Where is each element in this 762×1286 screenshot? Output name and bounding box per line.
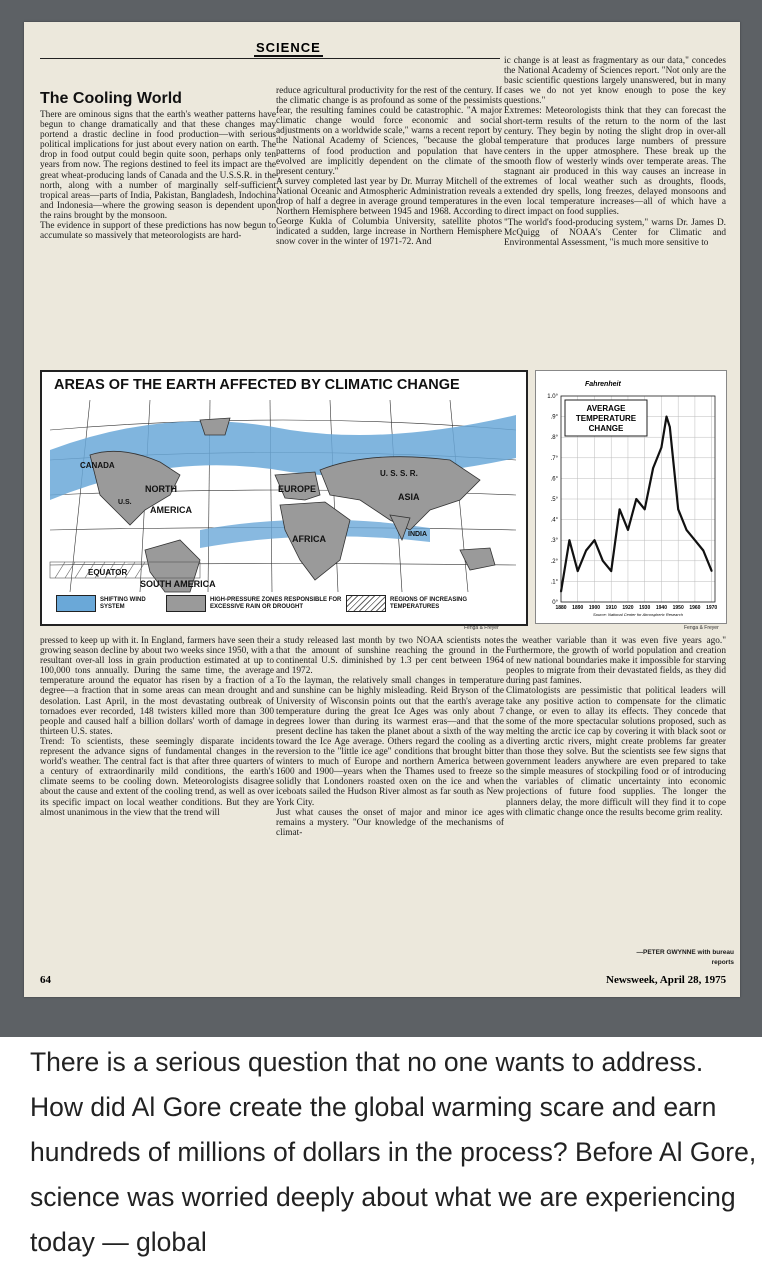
label-europe: EUROPE [278, 484, 317, 494]
section-rule [40, 58, 500, 59]
chart-y-tick: .4° [550, 517, 558, 524]
headline: The Cooling World [40, 90, 182, 107]
label-us: U.S. [118, 499, 132, 506]
chart-x-tick: 1970 [706, 605, 718, 611]
world-map [50, 400, 516, 592]
chart-point [666, 416, 668, 418]
legend-swatch-pressure [166, 595, 206, 612]
chart-point [711, 570, 713, 572]
chart-point [686, 529, 688, 531]
column-2-bottom: a study released last month by two NOAA scientists notes that the amount of sunshine reaching the ground in the continental U.S. diminished by 1.3 per cent between 1964 and 1972. To the layman, the relatively small changes in temperature and sunshine can be highly misleading. Reid Bryson of the University of Wisconsin points out that the earth's average temperature during the great Ice Ages was only about 7 degrees lower than during its warmest eras—and that the present decline has taken the planet about a sixth of the way toward the Ice Age average. Others regard the cooling as a reversion to the "little ice age" conditions that brought bitter winters to much of Europe and northern America between 1600 and 1900—years when the Thames used to freeze so solidly that Londoners roasted oxen on the ice and when iceboats sailed the Hudson River almost as far south as New York City. Just what causes the onset of major and minor ice ages remains a mystery. "Our knowledge of the mechanisms of climat- [276, 636, 504, 838]
chart-point [585, 550, 587, 552]
chart-y-tick: .5° [550, 497, 558, 503]
chart-point [694, 539, 696, 541]
chart-series-line [561, 417, 712, 592]
chart-point [594, 539, 596, 541]
legend-pressure: HIGH-PRESSURE ZONES RESPONSIBLE FOR EXCESSIVE RAIN OR DROUGHT [210, 597, 342, 610]
legend-swatch-regions [346, 595, 386, 612]
chart-point [644, 509, 646, 511]
chart-title-line: TEMPERATURE [575, 414, 637, 423]
chart-y-tick: .3° [550, 538, 558, 545]
chart-credit: Fenga & Freyer [684, 625, 719, 631]
chart-x-tick: 1920 [622, 605, 634, 611]
chart-x-tick: 1950 [672, 605, 684, 611]
chart-point [636, 498, 638, 500]
label-ussr: U. S. S. R. [380, 469, 418, 478]
section-label: SCIENCE [256, 40, 321, 55]
chart-title-line: AVERAGE [586, 404, 626, 413]
chart-point [677, 509, 679, 511]
chart-y-tick: .2° [550, 558, 558, 565]
chart-y-tick: .8° [550, 435, 558, 442]
column-3-top: ic change is at least as fragmentary as our data," concedes the National Academy of Sciences report. "Not only are the basic scientific questions largely unanswered, but in many cases we do not yet know enough to pose the key questions." Extremes: Meteorologists think that they can forecast the short-term results of the return to the norm of the last century. They begin by noting the slight drop in over-all temperature that produces large numbers of pressure centers in the upper atmosphere. These break up the smooth flow of westerly winds over temperate areas. The stagnant air produced in this way causes an increase in extremes of local weather such as droughts, floods, extended dry spells, long freezes, delayed monsoons and even local temperature increases—all of which have a direct impact on food supplies. "The world's food-producing system," warns Dr. James D. McQuigg of NOAA's Center for Climatic and Environmental Assessment, "is much more sensitive to [504, 56, 726, 248]
chart-y-tick: .6° [550, 476, 558, 483]
chart-x-tick: 1910 [605, 605, 617, 611]
chart-unit-label: Fahrenheit [585, 381, 621, 388]
page-number: 64 [40, 974, 51, 986]
chart-point [652, 467, 654, 469]
label-canada: CANADA [80, 461, 115, 470]
legend-swatch-wind [56, 595, 96, 612]
chart-point [669, 426, 671, 428]
chart-point [702, 550, 704, 552]
chart-x-tick: 1900 [588, 605, 601, 611]
chart-point [602, 560, 604, 562]
chart-point [627, 529, 629, 531]
column-1-top: There are ominous signs that the earth's weather patterns have begun to change dramatically and that these changes may portend a drastic decline in food production—with serious political implications for just about every nation on earth. The drop in food output could begin quite soon, perhaps only ten years from now. The regions destined to feel its impact are the great wheat-producing lands of Canada and the U.S.S.R. in the north, along with a number of marginally self-sufficient tropical areas—parts of India, Pakistan, Bangladesh, Indochina and Indonesia—where the growing season is dependent upon the rains brought by the monsoon. The evidence in support of these predictions has now begun to accumulate so massively that meteorologists are hard- [40, 110, 276, 242]
chart-point [610, 570, 612, 572]
issue-line: Newsweek, April 28, 1975 [606, 974, 727, 986]
chart-point [560, 591, 562, 593]
chart-x-tick: 1930 [639, 605, 651, 611]
label-america: AMERICA [150, 505, 192, 515]
chart-x-tick: 1890 [572, 605, 584, 611]
chart-y-tick: .7° [550, 455, 558, 462]
map-credit: Fenga & Freyer [464, 625, 499, 631]
chart-point [661, 447, 663, 449]
label-north: NORTH [145, 484, 177, 494]
legend-wind: SHIFTING WIND SYSTEM [100, 597, 146, 610]
column-1-bottom: pressed to keep up with it. In England, farmers have seen their growing season decline by about two weeks since 1950, with a resultant over-all loss in grain production estimated at up to 100,000 tons annually. During the same time, the average temperature around the equator has risen by a fraction of a degree—a fraction that in some areas can mean drought and desolation. Last April, in the most devastating outbreak of tornadoes ever recorded, 148 twisters killed more than 300 people and caused half a billion dollars' worth of damage in thirteen U.S. states. Trend: To scientists, these seemingly disparate incidents represent the advance signs of fundamental changes in the world's weather. The central fact is that after three quarters of a century of extraordinarily mild conditions, the earth's climate seems to be cooling down. Meteorologists disagree about the cause and extent of the cooling trend, as well as over its specific impact on local weather conditions. But they are almost unanimous in the view that the trend will [40, 636, 274, 818]
post-caption: There is a serious question that no one wants to address. How did Al Gore create the global warming scare and earn hundreds of millions of dollars in the process? Before Al Gore, science was worried deeply about what we are experiencing today — global [30, 1047, 757, 1257]
byline: —PETER GWYNNE with bureau reports [636, 949, 734, 967]
chart-x-tick: 1940 [655, 605, 667, 611]
label-asia: ASIA [398, 492, 420, 502]
chart-point [619, 509, 621, 511]
chart-x-tick: 1960 [689, 605, 701, 611]
chart-x-tick: 1880 [555, 605, 567, 611]
chart-point [569, 539, 571, 541]
chart-y-tick: .9° [550, 414, 558, 421]
chart-point [577, 570, 579, 572]
column-3-bottom: the weather variable than it was even five years ago." Furthermore, the growth of world population and creation of new national boundaries make it impossible for starving peoples to migrate from their devastated fields, as they did during past famines. Climatologists are pessimistic that political leaders will take any positive action to compensate for the climatic change, or even to allay its effects. They concede that some of the more spectacular solutions proposed, such as melting the arctic ice cap by covering it with black soot or diverting arctic rivers, might create problems far greater than those they solve. But the scientists see few signs that government leaders anywhere are even prepared to take the simple measures of stockpiling food or of introducing the variables of climatic uncertainty into economic projections of future food supplies. The longer the planners delay, the more difficult will they find it to cope with climatic change once the results become grim reality. [506, 636, 726, 818]
label-south-america: SOUTH AMERICA [140, 579, 216, 589]
legend-regions: REGIONS OF INCREASING TEMPERATURES [390, 597, 468, 610]
chart-y-tick: 1.0° [547, 394, 558, 400]
chart-y-tick: .1° [550, 579, 558, 586]
label-india: INDIA [408, 531, 428, 538]
column-2-top: reduce agricultural productivity for the rest of the century. If the climatic change is as profound as some of the pessimists fear, the resulting famines could be catastrophic. "A major climatic change would force economic and social adjustments on a worldwide scale," warns a recent report by the National Academy of Sciences, "because the global patterns of food production and population that have evolved are implicitly dependent on the climate of the present century." A survey completed last year by Dr. Murray Mitchell of the National Oceanic and Atmospheric Administration reveals a drop of half a degree in average ground temperatures in the Northern Hemisphere between 1945 and 1968. According to George Kukla of Columbia University, satellite photos indicated a sudden, large increase in Northern Hemisphere snow cover in the winter of 1971-72. And [276, 86, 502, 248]
temperature-chart [535, 370, 725, 622]
chart-title-line: CHANGE [588, 424, 624, 433]
map-title: AREAS OF THE EARTH AFFECTED BY CLIMATIC CHANGE [54, 377, 460, 393]
label-africa: AFRICA [292, 534, 326, 544]
chart-y-tick: 0° [552, 600, 558, 606]
magazine-page [24, 22, 740, 997]
chart-source: Source: National Center for Atmospheric Research [593, 612, 683, 617]
label-equator: EQUATOR [88, 568, 128, 577]
